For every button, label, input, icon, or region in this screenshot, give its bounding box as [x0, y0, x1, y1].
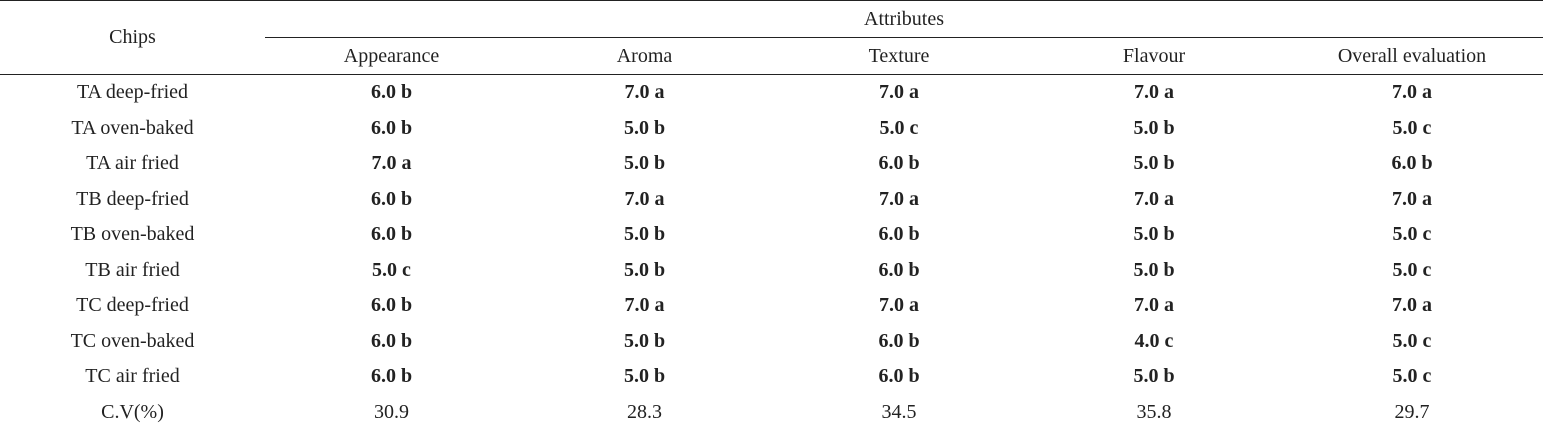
- table-cell: 5.0 b: [623, 365, 666, 388]
- table-cell: 6.0 b: [370, 329, 413, 352]
- table-cell: 5.0 c: [879, 116, 919, 139]
- table-cell: 5.0 c: [1392, 258, 1432, 281]
- table-cell: 6.0 b: [878, 365, 920, 388]
- table-row: [0, 217, 1543, 253]
- table-cell: 6.0 b: [370, 365, 413, 388]
- table-row: [0, 111, 1543, 147]
- table-cell: 5.0 b: [623, 329, 666, 352]
- table-row: [0, 288, 1543, 324]
- table-cell: 6.0 b: [370, 116, 413, 139]
- chips-column-header: Chips: [0, 1, 265, 75]
- table-cell: 5.0 c: [1392, 116, 1432, 139]
- table-cell: 6.0 b: [370, 294, 413, 317]
- row-label: TB deep-fried: [76, 187, 189, 210]
- row-label: TB oven-baked: [70, 223, 195, 246]
- table-cell: 6.0 b: [370, 223, 413, 246]
- table-cell: 7.0 a: [1392, 294, 1432, 317]
- cv-row: [0, 395, 1543, 431]
- table-cell: 5.0 b: [623, 258, 666, 281]
- table-cell: 6.0 b: [370, 81, 413, 104]
- table-cell: 5.0 b: [623, 116, 666, 139]
- row-label: TA air fried: [86, 152, 179, 175]
- cv-cell: 29.7: [1394, 401, 1430, 423]
- table-cell: 5.0 b: [1133, 258, 1175, 281]
- row-label: TA deep-fried: [76, 81, 189, 104]
- table-cell: 5.0 c: [1392, 223, 1432, 246]
- table-cell: 7.0 a: [371, 152, 412, 175]
- table-cell: 5.0 b: [623, 152, 666, 175]
- row-label: TB air fried: [85, 258, 180, 281]
- row-label: TC deep-fried: [76, 294, 189, 317]
- column-header-appearance: Appearance: [265, 38, 518, 75]
- table-cell: 5.0 c: [372, 258, 411, 281]
- table-cell: 7.0 a: [624, 187, 665, 210]
- table-cell: 7.0 a: [879, 81, 919, 104]
- column-header-texture: Texture: [771, 38, 1027, 75]
- table-cell: 7.0 a: [624, 294, 665, 317]
- row-label: TC air fried: [85, 365, 180, 388]
- table-cell: 4.0 c: [1134, 329, 1174, 352]
- table-cell: 5.0 b: [623, 223, 666, 246]
- table-cell: 5.0 c: [1392, 329, 1432, 352]
- table-row: [0, 359, 1543, 395]
- table-cell: 5.0 b: [1133, 116, 1175, 139]
- table-cell: 5.0 c: [1392, 365, 1432, 388]
- cv-row-label: C.V(%): [101, 401, 164, 423]
- table-row: [0, 253, 1543, 289]
- table-cell: 6.0 b: [878, 329, 920, 352]
- table-cell: 6.0 b: [878, 223, 920, 246]
- cv-cell: 30.9: [374, 401, 409, 423]
- table-cell: 7.0 a: [1134, 81, 1174, 104]
- table-cell: 6.0 b: [1391, 152, 1433, 175]
- table-cell: 6.0 b: [370, 187, 413, 210]
- table-cell: 7.0 a: [1392, 81, 1432, 104]
- table-row: [0, 75, 1543, 111]
- table-cell: 5.0 b: [1133, 365, 1175, 388]
- table-cell: 7.0 a: [879, 294, 919, 317]
- table-cell: 7.0 a: [624, 81, 665, 104]
- row-label: TA oven-baked: [71, 116, 194, 139]
- table-cell: 5.0 b: [1133, 152, 1175, 175]
- table-cell: 7.0 a: [1134, 294, 1174, 317]
- cv-cell: 28.3: [627, 401, 662, 423]
- column-header-overall-evaluation: Overall evaluation: [1281, 38, 1543, 75]
- table-row: [0, 324, 1543, 360]
- table-cell: 7.0 a: [879, 187, 919, 210]
- table-cell: 6.0 b: [878, 152, 920, 175]
- table-row: [0, 182, 1543, 218]
- attributes-group-header: Attributes: [265, 1, 1543, 38]
- column-header-flavour: Flavour: [1027, 38, 1281, 75]
- cv-cell: 35.8: [1136, 401, 1172, 423]
- table-cell: 7.0 a: [1392, 187, 1432, 210]
- column-header-aroma: Aroma: [518, 38, 771, 75]
- cv-cell: 34.5: [881, 401, 917, 423]
- table-cell: 6.0 b: [878, 258, 920, 281]
- table-cell: 5.0 b: [1133, 223, 1175, 246]
- table-cell: 7.0 a: [1134, 187, 1174, 210]
- table-row: [0, 146, 1543, 182]
- row-label: TC oven-baked: [70, 329, 195, 352]
